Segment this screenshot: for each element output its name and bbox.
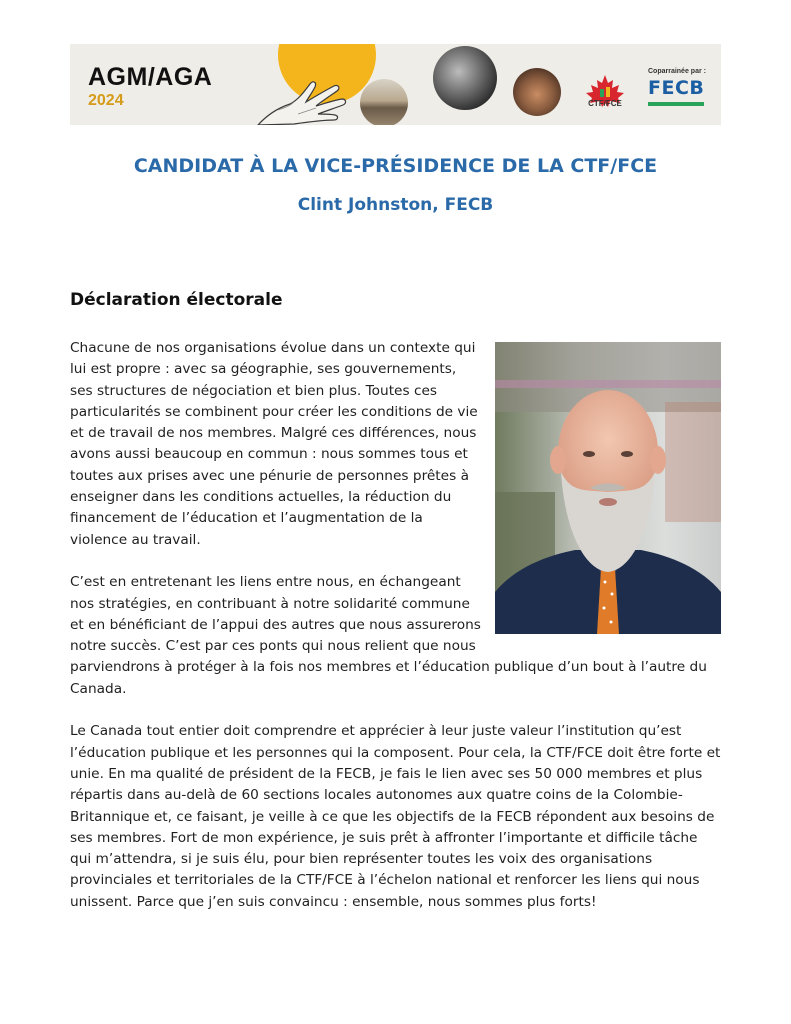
- maple-leaf-logo-icon: [582, 64, 628, 122]
- hand-illustration-icon: [238, 62, 358, 125]
- people-photo: [433, 46, 497, 110]
- hands-photo: [513, 68, 561, 116]
- event-title: AGM/AGA: [88, 63, 213, 91]
- paragraph-3: Le Canada tout entier doit comprendre et apprécier à leur juste valeur l’institution qu’est l’éducation publique et les personnes qui la composent. Pour cela, la CTF/FCE doit être forte et unie. En ma qualité de président de la FECB, je fais le lien avec ses 50 000 membres et plus répartis dans au-delà de 60 sections locales autonomes aux quatre coins de la Colombie-Britannique et, ce faisant, je veille à ce que les objectifs de la FECB répondent aux besoins de ses membres. Fort de mon expérience, je suis prêt à affronter l’importante et difficile tâche qui m’attendra, si je suis élu, pour bien représenter toutes les voix des organisations provinciales et territoriales de la CTF/FCE à l’échelon national et renforcer les liens qui nous unissent. Parce que j’en suis convaincu : ensemble, nous sommes plus forts!: [70, 723, 721, 910]
- fecb-logo: FECB: [648, 77, 705, 99]
- candidate-name: Clint Johnston, FECB: [297, 195, 494, 215]
- page-title: CANDIDAT À LA VICE-PRÉSIDENCE DE LA CTF/FCE: [133, 155, 658, 177]
- cosponsor-label: Coparrainée par :: [648, 68, 706, 75]
- fecb-logo-bar: [648, 102, 704, 106]
- paragraph-2-wrapped: C’est en entretenant les liens entre nous, en échangeant nos stratégies, en contribuant à notre solidarité commune et en bénéficiant de l’appui des autres que nous assurerons notre succès. C’est par ces ponts qui nous relient que nous: [70, 574, 481, 655]
- paragraph-1: Chacune de nos organisations évolue dans un contexte qui lui est propre : avec sa géographie, ses gouvernements, ses structures de négociation et bien plus. Toutes ces particularités se combinent pour créer les conditions de vie et de travail de nos membres. Malgré ces différences, nous avons aussi beaucoup en commun : nous sommes tous et toutes aux prises avec une pénurie de personnes prêtes à enseigner dans les conditions actuelles, la réduction du financement de l’éducation et l’augmentation de la violence au travail.: [70, 340, 478, 548]
- ctf-logo-text: CTF/FCE: [588, 99, 622, 108]
- event-year: 2024: [88, 92, 124, 109]
- section-heading: Déclaration électorale: [70, 290, 283, 310]
- statement-body: [70, 338, 721, 934]
- classroom-photo: [360, 79, 408, 125]
- event-banner: [70, 44, 721, 125]
- paragraph-2-full: parviendrons à protéger à la fois nos membres et l’éducation publique d’un bout à l’autre du Canada.: [70, 659, 707, 697]
